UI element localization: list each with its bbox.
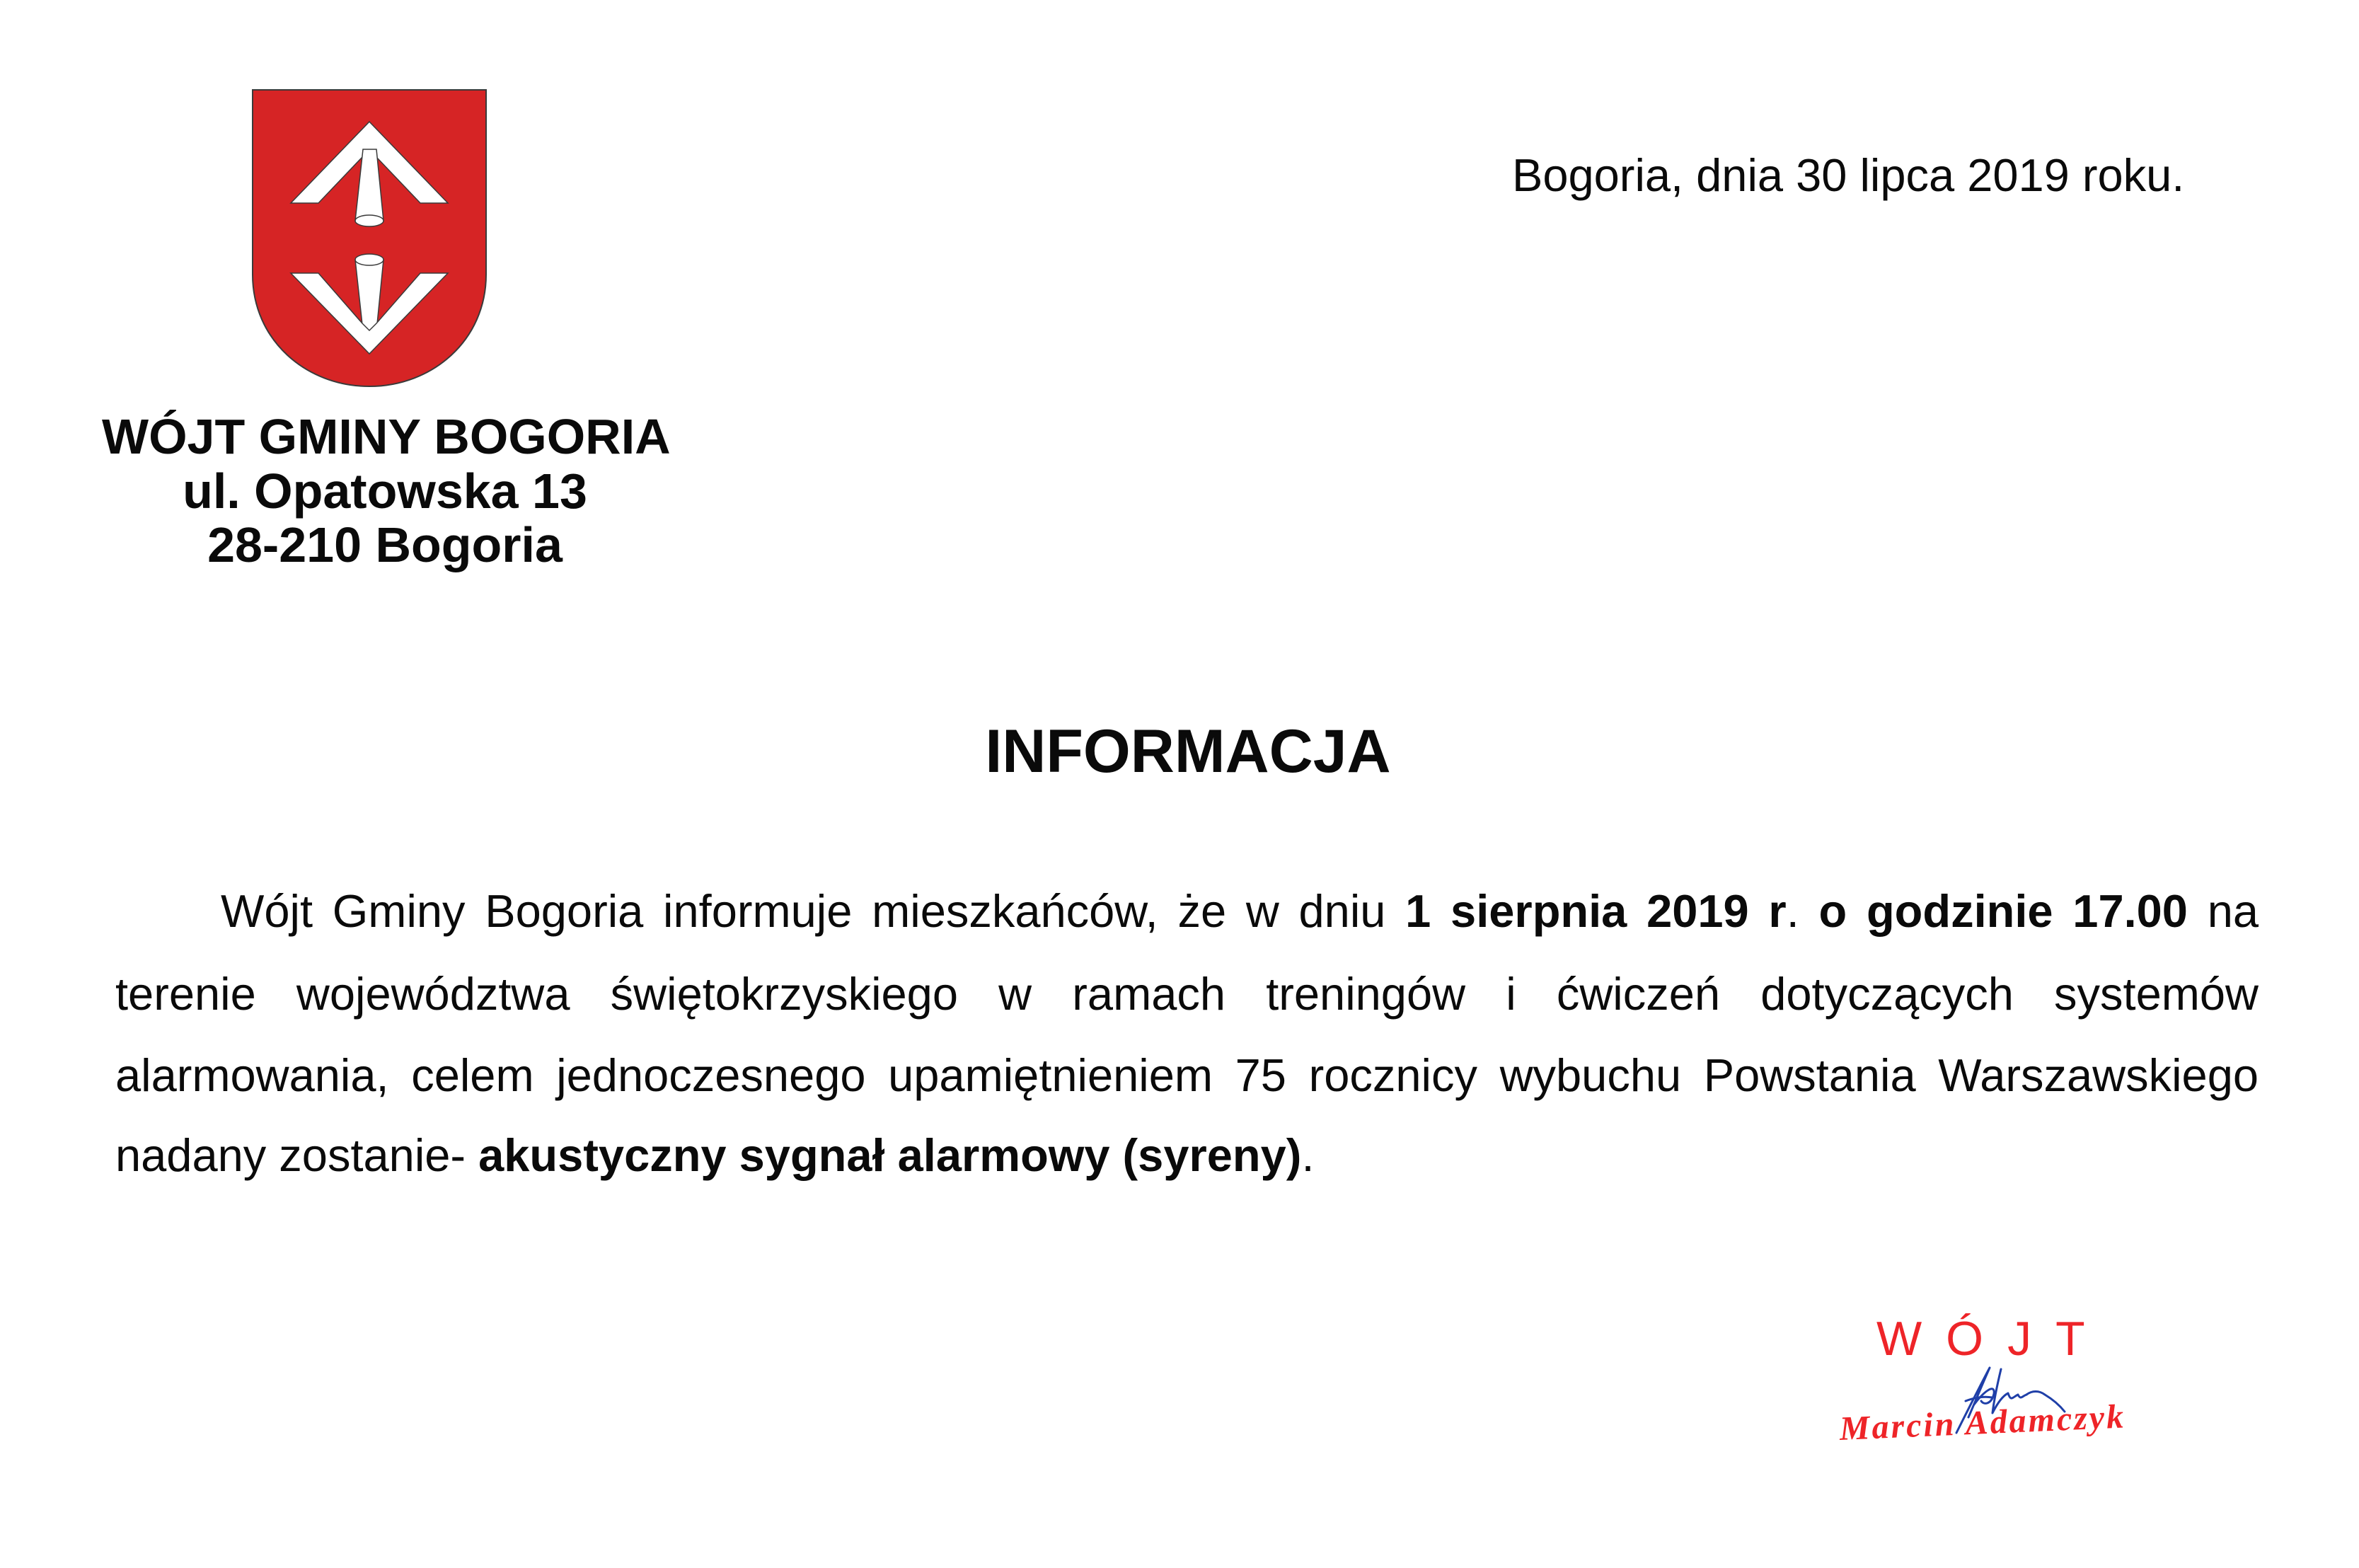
stamp-title: WÓJT [1876, 1312, 2109, 1366]
handwritten-signature-icon [1953, 1362, 2073, 1436]
body-text: na [2187, 885, 2259, 937]
body-line-2: terenie województwa świętokrzyskiego w ramach treningów i ćwiczeń dotyczących systemów [115, 968, 2259, 1020]
document-title: INFORMACJA [985, 717, 1391, 785]
office-postal-city: 28-210 Bogoria [207, 517, 563, 572]
body-text: . [1301, 1129, 1315, 1181]
event-time: o godzinie 17.00 [1818, 885, 2188, 937]
event-date: 1 sierpnia 2019 r [1405, 885, 1787, 937]
body-text: . [1786, 885, 1819, 937]
body-text: nadany zostanie- [115, 1129, 479, 1181]
document-date: Bogoria, dnia 30 lipca 2019 roku. [1512, 149, 2185, 201]
coat-of-arms-icon [252, 89, 487, 387]
body-line-1 [221, 885, 2259, 938]
office-name: WÓJT GMINY BOGORIA [102, 409, 671, 464]
stamp-name: Marcin Adamczyk [1838, 1397, 2127, 1448]
office-street: ul. Opatowska 13 [183, 463, 587, 519]
body-text: Wójt Gminy Bogoria informuje mieszkańców, że w dniu [221, 885, 1406, 937]
alarm-signal-text: akustyczny sygnał alarmowy (syreny) [478, 1129, 1302, 1181]
body-line-3: alarmowania, celem jednoczesnego upamiętnieniem 75 rocznicy wybuchu Powstania Warszawskiego [115, 1049, 2259, 1101]
body-line-4 [115, 1129, 2259, 1182]
